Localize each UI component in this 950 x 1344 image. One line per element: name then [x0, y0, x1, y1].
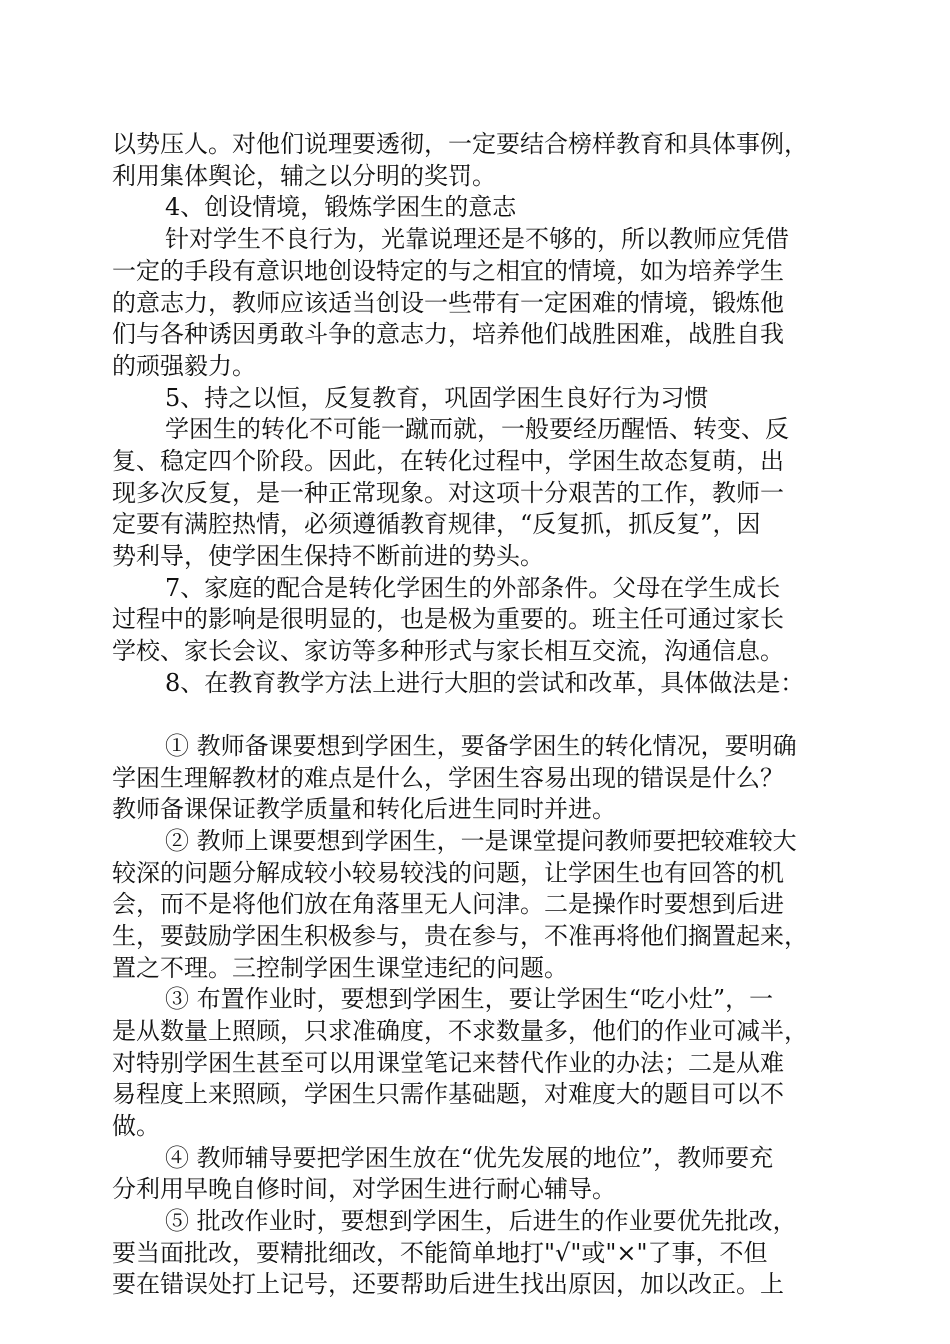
- text-line: 学校、家长会议、家访等多种形式与家长相互交流，沟通信息。: [112, 637, 784, 665]
- text-line: 较深的问题分解成较小较易较浅的问题，让学困生也有回答的机: [112, 859, 784, 887]
- list-item-3: ③ 布置作业时，要想到学困生，要让学困生“吃小灶”，一: [165, 985, 774, 1013]
- text-line: 易程度上来照顾，学困生只需作基础题，对难度大的题目可以不: [112, 1080, 784, 1108]
- text-line: 对特别学困生甚至可以用课堂笔记来替代作业的办法；二是从难: [112, 1049, 784, 1077]
- text-line: 学困生理解教材的难点是什么，学困生容易出现的错误是什么？: [112, 764, 784, 792]
- text-line: 势利导，使学困生保持不断前进的势头。: [112, 542, 544, 570]
- list-item-5: ⑤ 批改作业时，要想到学困生，后进生的作业要优先批改，: [165, 1207, 797, 1235]
- text-line: 生，要鼓励学困生积极参与，贵在参与，不准再将他们搁置起来，: [112, 922, 808, 950]
- text-line: 8、在教育教学方法上进行大胆的尝试和改革，具体做法是：: [165, 669, 805, 697]
- text-line: 做。: [112, 1112, 160, 1140]
- text-line: 定要有满腔热情，必须遵循教育规律，“反复抓，抓反复”，因: [112, 510, 761, 538]
- text-line: 分利用早晚自修时间，对学困生进行耐心辅导。: [112, 1175, 616, 1203]
- text-line: 的顽强毅力。: [112, 352, 256, 380]
- list-item-4: ④ 教师辅导要把学困生放在“优先发展的地位”，教师要充: [165, 1144, 774, 1172]
- text-line: 学困生的转化不可能一蹴而就，一般要经历醒悟、转变、反: [165, 415, 789, 443]
- text-line: 的意志力，教师应该适当创设一些带有一定困难的情境，锻炼他: [112, 289, 784, 317]
- text-line: 复、稳定四个阶段。因此，在转化过程中，学困生故态复萌，出: [112, 447, 784, 475]
- text-line: 是从数量上照顾，只求准确度，不求数量多，他们的作业可减半，: [112, 1017, 808, 1045]
- text-line: 一定的手段有意识地创设特定的与之相宜的情境，如为培养学生: [112, 257, 784, 285]
- text-line: 要当面批改，要精批细改，不能简单地打"√"或"×"了事，不但: [112, 1239, 768, 1267]
- text-line: 利用集体舆论，辅之以分明的奖罚。: [112, 162, 496, 190]
- text-line: 7、家庭的配合是转化学困生的外部条件。父母在学生成长: [165, 574, 781, 602]
- text-line: 现多次反复，是一种正常现象。对这项十分艰苦的工作，教师一: [112, 479, 784, 507]
- text-line: 以势压人。对他们说理要透彻，一定要结合榜样教育和具体事例，: [112, 130, 808, 158]
- list-item-2: ② 教师上课要想到学困生，一是课堂提问教师要把较难较大: [165, 827, 797, 855]
- text-line: 置之不理。三控制学困生课堂违纪的问题。: [112, 954, 568, 982]
- text-line: 过程中的影响是很明显的，也是极为重要的。班主任可通过家长: [112, 605, 784, 633]
- text-line: 们与各种诱因勇敢斗争的意志力，培养他们战胜困难，战胜自我: [112, 320, 784, 348]
- section-heading: 5、持之以恒，反复教育，巩固学困生良好行为习惯: [165, 384, 709, 412]
- section-heading: 4、创设情境，锻炼学困生的意志: [165, 193, 517, 221]
- text-line: 教师备课保证教学质量和转化后进生同时并进。: [112, 795, 616, 823]
- text-line: 要在错误处打上记号，还要帮助后进生找出原因，加以改正。上: [112, 1270, 784, 1298]
- list-item-1: ① 教师备课要想到学困生，要备学困生的转化情况，要明确: [165, 732, 797, 760]
- text-line: 针对学生不良行为，光靠说理还是不够的，所以教师应凭借: [165, 225, 789, 253]
- text-line: 会，而不是将他们放在角落里无人问津。二是操作时要想到后进: [112, 890, 784, 918]
